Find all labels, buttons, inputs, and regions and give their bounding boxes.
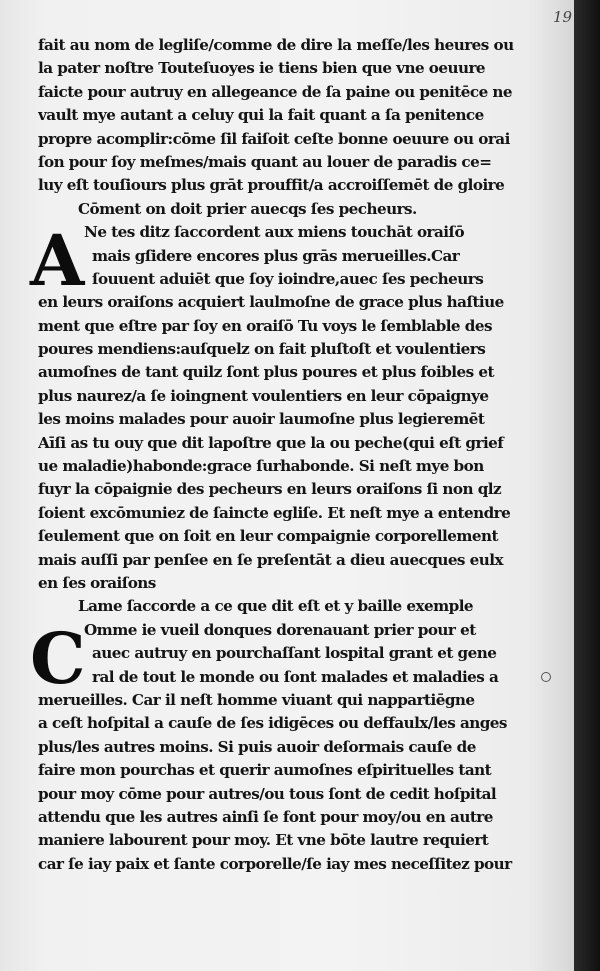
- text-line: ue maladie)habonde:grace ſurhabonde. Si neſt mye bon: [38, 457, 484, 476]
- text-line: ſon pour ſoy meſmes/mais quant au louer de paradis ce=: [38, 152, 492, 171]
- text-line: Aīſi as tu ouy que dit lapoſtre que la ou peche(qui eſt grief: [38, 433, 504, 452]
- text-line: en leurs oraiſons acquiert laulmoſne de grace plus haſtiue: [38, 293, 504, 312]
- text-line: a ceſt hoſpital a cauſe de ſes idigēces ou deffaulx/les anges: [38, 714, 507, 733]
- text-line: pour moy cōme pour autres/ou tous ſont de cedit hoſpital: [38, 784, 497, 803]
- page-edge-shadow: [574, 0, 600, 971]
- text-block: [30, 34, 528, 876]
- text-line: poures mendiens:auſquelz on fait pluſtoſt et voulentiers: [38, 340, 486, 359]
- chapter-rubric: Lame ſaccorde a ce que dit eſt et y baille exemple: [78, 597, 474, 616]
- text-line: faicte pour autruy en allegeance de ſa paine ou penitēce ne: [38, 82, 513, 101]
- text-line: merueilles. Car il neſt homme viuant qui nappartiēgne: [38, 690, 475, 709]
- text-line: fait au nom de legliſe/comme de dire la meſſe/les heures ou: [38, 36, 514, 54]
- text-line: ment que eſtre par ſoy en oraiſō Tu voys le ſemblable des: [38, 316, 492, 335]
- text-line: les moins malades pour auoir laumoſne plus legieremēt: [38, 410, 485, 429]
- text-line: Omme ie vueil donques dorenauant prier pour et: [84, 620, 476, 639]
- margin-ring-mark: [541, 672, 551, 682]
- chapter-rubric: Cōment on doit prier auecqs ſes pecheurs.: [78, 199, 417, 218]
- folio-number: 19: [553, 8, 573, 26]
- text-line: faire mon pourchas et querir aumoſnes eſpirituelles tant: [38, 761, 492, 780]
- text-line: Ne tes ditz ſaccordent aux miens touchāt oraiſō: [84, 223, 465, 242]
- text-line: auec autruy en pourchaſſant lospital grant et gene: [92, 644, 497, 663]
- text-line: vault mye autant a celuy qui la fait quant a ſa penitence: [38, 106, 484, 125]
- text-line: luy eſt touſiours plus grāt prouffit/a accroiſſemēt de gloire: [38, 176, 505, 195]
- text-line: la pater noſtre Touteſuoyes ie tiens bien que vne oeuure: [38, 59, 486, 78]
- text-line: car ſe iay paix et ſante corporelle/ſe iay mes neceſſitez pour: [38, 854, 512, 873]
- decorated-initial: C: [30, 617, 86, 700]
- text-line: maniere labourent pour moy. Et vne bōte lautre requiert: [38, 831, 489, 850]
- text-line: ſoient excōmuniez de ſaincte egliſe. Et neſt mye a entendre: [38, 503, 511, 522]
- text-line: mais auſſi par penſee en ſe preſentāt a dieu auecques eulx: [38, 550, 503, 569]
- text-line: attendu que les autres ainſi ſe font pour moy/ou en autre: [38, 807, 493, 826]
- text-line: ral de tout le monde ou ſont malades et maladies a: [92, 667, 499, 686]
- text-line: ſeulement que on ſoit en leur compaignie corporellement: [38, 527, 498, 546]
- text-line: fuyr la cōpaignie des pecheurs en leurs oraiſons ſi non qlz: [38, 480, 502, 499]
- decorated-initial: A: [30, 219, 85, 302]
- text-line: plus/les autres moins. Si puis auoir deſormais cauſe de: [38, 737, 476, 756]
- text-line: en ſes oraiſons: [38, 573, 156, 592]
- text-line: propre acomplir:cōme ſil faiſoit ceſte bonne oeuure ou orai: [38, 129, 510, 148]
- text-line: ſouuent aduiēt que ſoy ioindre,auec ſes pecheurs: [92, 269, 484, 288]
- text-line: plus naurez/a ſe ioingnent voulentiers en leur cōpaignye: [38, 386, 489, 405]
- text-line: aumoſnes de tant quilz ſont plus poures et plus foibles et: [38, 363, 494, 382]
- text-line: mais gſidere encores plus grās merueilles.Car: [92, 246, 460, 265]
